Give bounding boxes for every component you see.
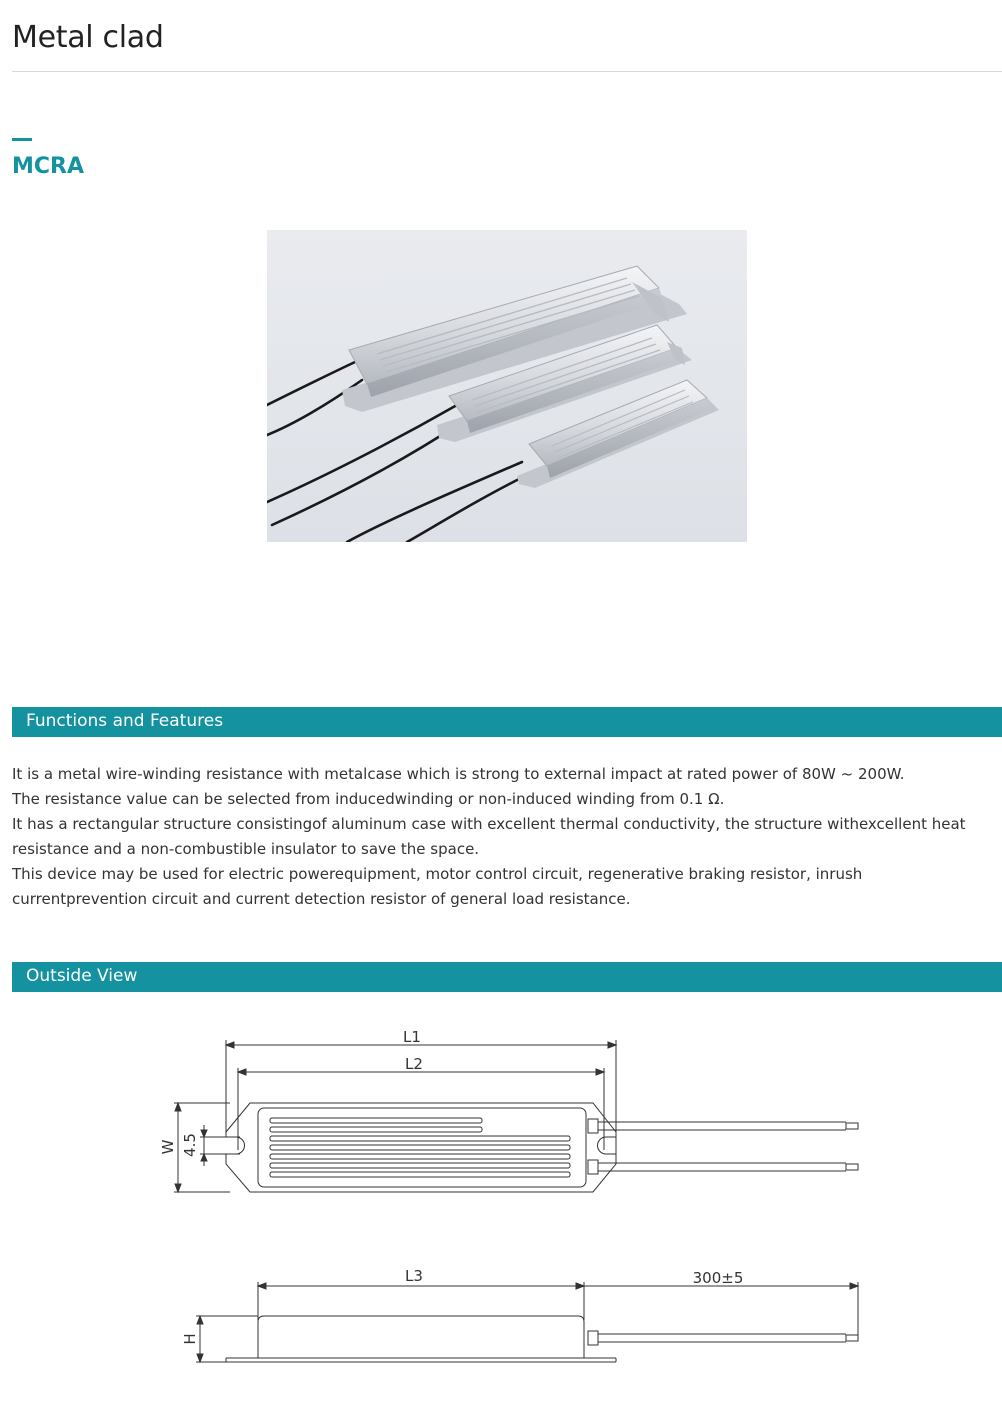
model-name: MCRA [12, 154, 85, 179]
outside-view-drawing [150, 1020, 880, 1384]
dimension-drawing [150, 1020, 880, 1380]
outside-view-section-header [12, 962, 1002, 992]
functions-section-header [12, 707, 1002, 737]
functions-section-title: Functions and Features [26, 711, 224, 731]
feature-paragraph: It has a rectangular structure consistingof aluminum case with excellent thermal conductivity, the structure withexcellent heat resistance and a non-combustible insulator to save the space. [12, 815, 966, 858]
product-photo-illustration [267, 230, 747, 542]
feature-paragraph: The resistance value can be selected from inducedwinding or non-induced winding from 0.1 Ω. [12, 790, 725, 808]
dimension-label-h: H [181, 1333, 199, 1345]
feature-paragraph: It is a metal wire-winding resistance with metalcase which is strong to external impact at rated power of 80W ~ 200W. [12, 765, 905, 783]
dimension-label-slot: 4.5 [181, 1133, 199, 1157]
dimension-label-lead-length: 300±5 [692, 1269, 744, 1287]
model-accent-bar [12, 138, 32, 141]
page-title: Metal clad [12, 20, 164, 55]
dimension-label-l2: L2 [405, 1055, 423, 1073]
feature-paragraph: This device may be used for electric powerequipment, motor control circuit, regenerative braking resistor, inrush currentprevention circuit and current detection resistor of general load resistance. [12, 865, 863, 908]
title-divider [12, 71, 1002, 72]
dimension-label-l1: L1 [403, 1028, 421, 1046]
product-photo [267, 230, 747, 542]
dimension-label-l3: L3 [405, 1267, 423, 1285]
dimension-label-w: W [159, 1139, 177, 1155]
outside-view-section-title: Outside View [26, 966, 138, 986]
features-text [12, 762, 987, 912]
